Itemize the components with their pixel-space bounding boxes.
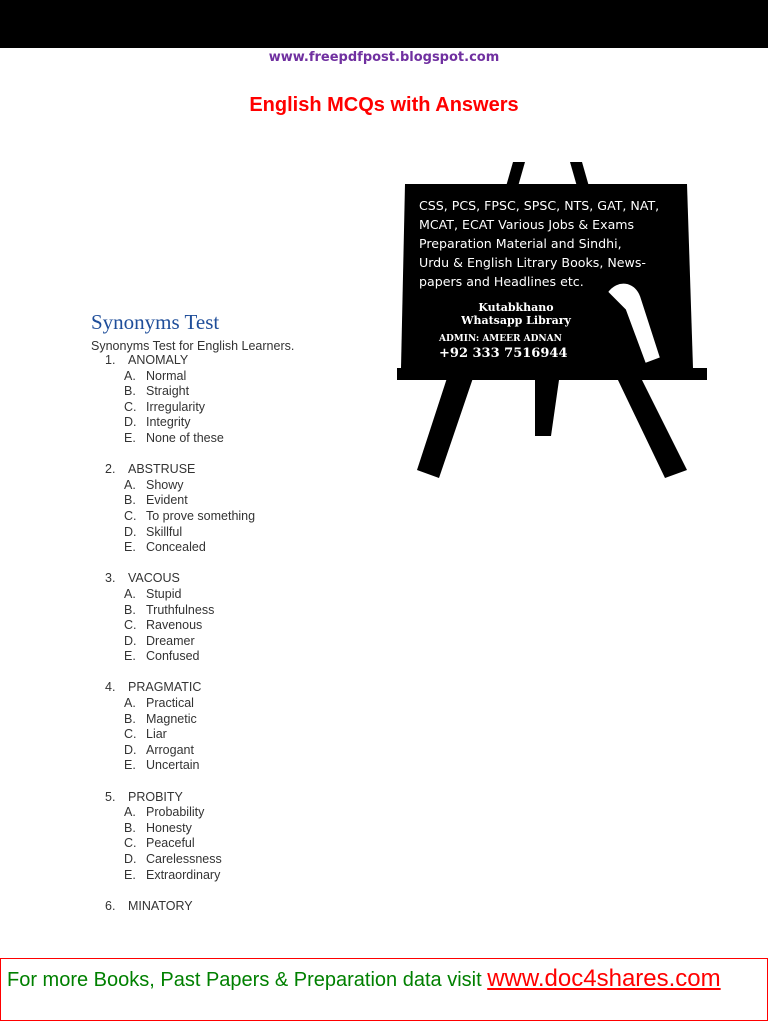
answer-option: [124, 805, 405, 821]
option-letter: D.: [124, 633, 137, 648]
section-heading: Synonyms Test: [91, 310, 220, 334]
option-letter: B.: [124, 384, 136, 399]
option-letter: B.: [124, 493, 136, 508]
option-letter: D.: [124, 852, 137, 866]
answer-option: [124, 478, 405, 494]
option-text: Magnetic: [146, 711, 197, 726]
option-text: Extraordinary: [146, 867, 221, 882]
option-letter: D.: [124, 524, 137, 539]
question-item: [105, 353, 405, 462]
admin-name: ADMIN: AMEER ADNAN: [439, 334, 562, 344]
option-letter: B.: [124, 602, 136, 617]
question-head: [105, 462, 405, 478]
option-text: Peaceful: [146, 836, 195, 851]
option-letter: A.: [124, 805, 136, 820]
option-text: Skillful: [146, 524, 183, 539]
question-head: [105, 353, 405, 369]
board-line: papers and Headlines etc.: [419, 274, 584, 289]
option-text: Stupid: [146, 586, 182, 601]
answer-option: [124, 727, 405, 743]
option-text: Truthfulness: [146, 602, 215, 617]
question-number: 3.: [105, 571, 116, 586]
question-head: [105, 790, 405, 806]
option-text: Irregularity: [146, 399, 206, 414]
option-text: Showy: [146, 477, 184, 492]
answer-option: [124, 525, 405, 541]
question-word: ABSTRUSE: [128, 462, 196, 477]
question-number: 5.: [105, 789, 116, 804]
answer-option: [124, 634, 405, 650]
answer-option: [124, 743, 405, 759]
option-letter: D.: [124, 415, 137, 430]
option-list: [105, 696, 405, 774]
option-letter: A.: [124, 477, 136, 492]
answer-option: [124, 836, 405, 852]
answer-option: [124, 587, 405, 603]
question-item: [105, 462, 405, 571]
option-letter: B.: [124, 711, 136, 726]
answer-option: [124, 868, 405, 884]
question-head: [105, 680, 405, 696]
question-head: [105, 899, 405, 915]
option-text: Ravenous: [146, 618, 203, 633]
option-text: Honesty: [146, 820, 192, 835]
option-letter: E.: [124, 758, 136, 773]
question-word: ANOMALY: [128, 353, 189, 367]
answer-option: [124, 649, 405, 665]
question-item: [105, 899, 405, 915]
option-letter: C.: [124, 508, 137, 523]
option-text: Evident: [146, 493, 188, 508]
answer-option: [124, 821, 405, 837]
option-letter: E.: [124, 649, 136, 664]
option-letter: E.: [124, 540, 136, 555]
board-text: [419, 196, 681, 291]
option-text: To prove something: [146, 508, 256, 523]
question-word: VACOUS: [128, 571, 180, 586]
phone-number: +92 333 7516944: [439, 346, 568, 361]
option-letter: A.: [124, 696, 136, 711]
question-word: PRAGMATIC: [128, 680, 202, 695]
question-item: [105, 680, 405, 789]
option-text: Straight: [146, 384, 190, 399]
option-list: [105, 587, 405, 665]
option-text: Probability: [146, 805, 205, 820]
question-spacer: [105, 556, 405, 572]
option-list: [105, 805, 405, 883]
document-title: English MCQs with Answers: [249, 94, 519, 116]
option-text: Uncertain: [146, 758, 200, 773]
answer-option: [124, 696, 405, 712]
library-name: [431, 301, 601, 327]
option-letter: C.: [124, 618, 137, 633]
question-number: 1.: [105, 353, 116, 367]
answer-option: [124, 852, 405, 868]
section-intro: Synonyms Test for English Learners.: [91, 339, 295, 353]
top-black-bar: [0, 0, 768, 48]
option-text: Concealed: [146, 540, 206, 555]
answer-option: [124, 540, 405, 556]
board-line: Urdu & English Litrary Books, News-: [419, 255, 646, 270]
option-text: Arrogant: [146, 742, 194, 757]
option-text: None of these: [146, 430, 224, 445]
footer-text: [7, 965, 721, 993]
question-word: MINATORY: [128, 898, 193, 913]
question-word: PROBITY: [128, 789, 183, 804]
question-head: [105, 571, 405, 587]
library-name-line: Whatsapp Library: [461, 314, 571, 327]
board-line: Preparation Material and Sindhi,: [419, 236, 622, 251]
answer-option: [124, 603, 405, 619]
option-text: Integrity: [146, 415, 191, 430]
board-line: MCAT, ECAT Various Jobs & Exams: [419, 217, 635, 232]
question-number: 6.: [105, 898, 116, 913]
footer-link[interactable]: www.doc4shares.com: [487, 965, 721, 992]
board-line: CSS, PCS, FPSC, SPSC, NTS, GAT, NAT,: [419, 198, 660, 213]
option-letter: A.: [124, 586, 136, 601]
question-number: 2.: [105, 462, 116, 477]
answer-option: [124, 509, 405, 525]
footer-banner: [0, 958, 768, 1021]
question-item: [105, 790, 405, 899]
library-name-line: Kutabkhano: [478, 301, 554, 314]
option-text: Normal: [146, 368, 187, 383]
option-letter: C.: [124, 727, 137, 742]
option-list: [105, 369, 405, 447]
option-text: Dreamer: [146, 633, 195, 648]
question-number: 4.: [105, 680, 116, 695]
option-text: Liar: [146, 727, 167, 742]
option-text: Practical: [146, 696, 194, 711]
option-letter: B.: [124, 820, 136, 835]
question-item: [105, 571, 405, 680]
chalkboard-advert: [395, 158, 715, 488]
footer-message: For more Books, Past Papers & Preparation data visit: [7, 969, 488, 991]
option-list: [105, 478, 405, 556]
question-list: [105, 353, 405, 914]
question-spacer: [105, 447, 405, 463]
answer-option: [124, 431, 405, 447]
answer-option: [124, 400, 405, 416]
question-spacer: [105, 774, 405, 790]
answer-option: [124, 758, 405, 774]
answer-option: [124, 712, 405, 728]
question-spacer: [105, 665, 405, 681]
site-url-link[interactable]: www.freepdfpost.blogspot.com: [268, 50, 500, 65]
option-letter: E.: [124, 430, 136, 445]
option-letter: D.: [124, 742, 137, 757]
answer-option: [124, 493, 405, 509]
option-letter: C.: [124, 399, 137, 414]
option-letter: A.: [124, 368, 136, 383]
answer-option: [124, 369, 405, 385]
option-text: Carelessness: [146, 852, 222, 866]
question-spacer: [105, 883, 405, 899]
answer-option: [124, 415, 405, 431]
answer-option: [124, 384, 405, 400]
answer-option: [124, 618, 405, 634]
option-letter: E.: [124, 867, 136, 882]
option-letter: C.: [124, 836, 137, 851]
option-text: Confused: [146, 649, 200, 664]
